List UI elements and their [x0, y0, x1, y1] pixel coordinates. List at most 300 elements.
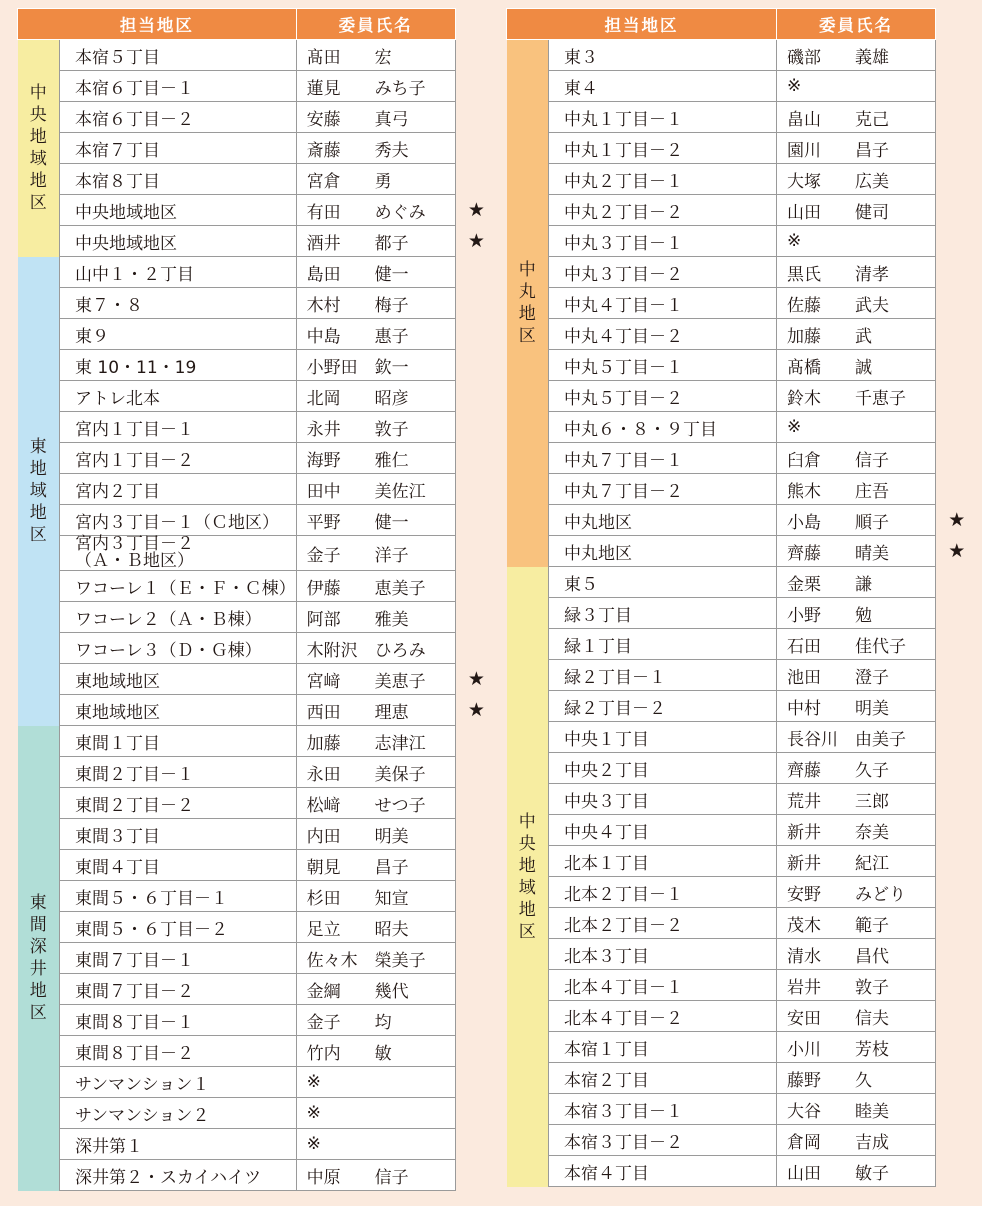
member-surname: 山田 — [787, 1163, 821, 1184]
member-surname: ※ — [787, 76, 802, 96]
table-row — [18, 1036, 498, 1067]
table-row — [507, 877, 978, 908]
member-name-cell — [296, 912, 455, 943]
area-name: 北本４丁目－１ — [564, 977, 683, 998]
member-name-cell — [296, 602, 455, 633]
area-name: 中丸２丁目－２ — [564, 202, 683, 223]
member-given-name: 惠子 — [374, 326, 409, 347]
district-group-label — [18, 40, 60, 257]
area-name: 緑３丁目 — [564, 605, 632, 626]
table-row — [507, 939, 978, 970]
leader-star-mark — [936, 412, 978, 443]
area-cell — [549, 319, 777, 350]
area-cell — [549, 1094, 777, 1125]
table-row — [18, 226, 498, 257]
table-row — [507, 1125, 978, 1156]
header-member: 委員氏名 — [777, 9, 936, 40]
member-surname: 倉岡 — [787, 1132, 821, 1153]
table-row — [507, 629, 978, 660]
table-row — [18, 350, 498, 381]
district-group-text: 東地域地区 — [29, 437, 47, 545]
member-given-name: 宏 — [374, 47, 392, 68]
area-cell — [60, 819, 297, 850]
area-cell — [549, 939, 777, 970]
table-row — [507, 784, 978, 815]
area-cell — [549, 877, 777, 908]
member-given-name: 昌代 — [855, 946, 889, 967]
leader-star-mark — [455, 133, 497, 164]
table-row — [507, 71, 978, 102]
table-row — [18, 943, 498, 974]
member-name-cell — [296, 695, 455, 726]
district-group-label — [18, 726, 60, 1191]
area-cell — [60, 71, 297, 102]
area-name: 東間２丁目－１ — [75, 764, 194, 785]
area-cell — [60, 505, 297, 536]
member-name-cell — [777, 226, 936, 257]
leader-star-mark — [936, 133, 978, 164]
table-row — [507, 1032, 978, 1063]
member-surname: 松﨑 — [306, 795, 341, 816]
area-cell — [60, 788, 297, 819]
area-name: 宮内３丁目－１（Ｃ地区） — [75, 512, 279, 533]
area-name: 中丸５丁目－２ — [564, 388, 683, 409]
member-given-name: 敦子 — [855, 977, 889, 998]
leader-star-mark — [455, 788, 497, 819]
area-cell — [549, 443, 777, 474]
area-name: 中央３丁目 — [564, 791, 649, 812]
table-row — [507, 412, 978, 443]
member-name-cell — [777, 908, 936, 939]
table-row — [507, 505, 978, 536]
member-surname: 海野 — [306, 450, 341, 471]
leader-star-mark — [455, 571, 497, 602]
table-row — [18, 602, 498, 633]
member-given-name: 志津江 — [374, 733, 426, 754]
member-surname: 杉田 — [306, 888, 341, 909]
member-surname: 酒井 — [306, 233, 341, 254]
member-surname: 宮倉 — [306, 171, 341, 192]
member-surname: 中島 — [306, 326, 341, 347]
area-cell — [549, 381, 777, 412]
member-surname: 金子 — [306, 1012, 341, 1033]
table-row — [18, 40, 498, 71]
area-name: 中丸３丁目－２ — [564, 264, 683, 285]
member-name-cell — [296, 726, 455, 757]
leader-star-mark: ★ — [948, 509, 966, 531]
member-name-cell — [296, 412, 455, 443]
area-cell — [549, 257, 777, 288]
leader-star-mark — [936, 1063, 978, 1094]
area-name: 東間５・６丁目－２ — [75, 919, 228, 940]
member-given-name: 清孝 — [855, 264, 889, 285]
leader-star-mark — [936, 1156, 978, 1187]
member-given-name: 克己 — [855, 109, 889, 130]
area-name: 中丸４丁目－２ — [564, 326, 683, 347]
area-name: 東間７丁目－１ — [75, 950, 194, 971]
table-row — [18, 71, 498, 102]
area-cell — [549, 71, 777, 102]
area-cell — [60, 164, 297, 195]
area-name: 東７・８ — [75, 295, 143, 316]
area-name: 本宿５丁目 — [75, 47, 160, 68]
member-surname: 新井 — [787, 853, 821, 874]
area-name: 本宿３丁目－２ — [564, 1132, 683, 1153]
table-header-row — [18, 9, 498, 40]
member-name-cell — [296, 350, 455, 381]
area-cell — [549, 350, 777, 381]
member-given-name: みどり — [855, 884, 906, 905]
leader-star-mark — [455, 1036, 497, 1067]
area-cell — [60, 757, 297, 788]
area-name: 中丸４丁目－１ — [564, 295, 683, 316]
member-name-cell — [296, 571, 455, 602]
member-name-cell — [296, 505, 455, 536]
area-name: 東間８丁目－２ — [75, 1043, 194, 1064]
area-cell — [549, 846, 777, 877]
leader-star-mark — [936, 846, 978, 877]
member-surname: 岩井 — [787, 977, 821, 998]
member-name-cell — [296, 974, 455, 1005]
member-name-cell — [296, 319, 455, 350]
leader-star-mark — [455, 505, 497, 536]
area-cell — [549, 629, 777, 660]
member-name-cell — [296, 633, 455, 664]
table-row — [507, 753, 978, 784]
leader-star-mark — [936, 629, 978, 660]
member-surname: 木附沢 — [306, 640, 358, 661]
member-surname: 小野 — [787, 605, 821, 626]
area-cell — [549, 195, 777, 226]
area-name: 本宿８丁目 — [75, 171, 160, 192]
table-row — [18, 1160, 498, 1191]
table-row — [18, 1098, 498, 1129]
member-surname: ※ — [306, 1072, 321, 1092]
member-given-name: 秀夫 — [374, 140, 409, 161]
area-cell — [60, 381, 297, 412]
table-row — [507, 102, 978, 133]
table-row — [507, 846, 978, 877]
area-cell — [60, 1129, 297, 1160]
member-given-name: 雅美 — [374, 609, 409, 630]
leader-star-mark — [936, 195, 978, 226]
member-name-cell — [777, 970, 936, 1001]
member-name-cell — [777, 505, 936, 536]
header-spacer — [936, 9, 978, 40]
area-cell — [549, 1125, 777, 1156]
leader-star-mark: ★ — [467, 230, 485, 252]
leader-star-mark — [936, 877, 978, 908]
leader-star-mark — [936, 102, 978, 133]
area-name: サンマンション１ — [75, 1074, 210, 1095]
area-name: 東間７丁目－２ — [75, 981, 194, 1002]
member-given-name: 広美 — [855, 171, 889, 192]
area-name: 中丸１丁目－２ — [564, 140, 683, 161]
area-name: 東間８丁目－１ — [75, 1012, 194, 1033]
member-given-name: 久子 — [855, 760, 889, 781]
member-given-name: 都子 — [374, 233, 409, 254]
leader-star-mark — [455, 350, 497, 381]
member-surname: ※ — [787, 417, 802, 437]
member-surname: 佐々木 — [306, 950, 358, 971]
member-given-name: 久 — [855, 1070, 872, 1091]
area-cell — [60, 133, 297, 164]
member-given-name: 洋子 — [374, 545, 409, 566]
table-row — [18, 319, 498, 350]
member-surname: 斎藤 — [306, 140, 341, 161]
area-name: 東３ — [564, 47, 598, 68]
leader-star-mark — [455, 943, 497, 974]
table-row — [18, 664, 498, 695]
member-surname: 永田 — [306, 764, 341, 785]
member-name-cell — [296, 819, 455, 850]
leader-star-mark — [455, 974, 497, 1005]
table-row — [507, 443, 978, 474]
leader-star-mark — [455, 381, 497, 412]
member-name-cell — [777, 1032, 936, 1063]
area-name: 東９ — [75, 326, 109, 347]
district-group-text: 東間深井地区 — [29, 893, 47, 1023]
table-row — [18, 133, 498, 164]
member-surname: 藤野 — [787, 1070, 821, 1091]
table-row — [18, 102, 498, 133]
member-name-cell — [777, 939, 936, 970]
leader-star-mark — [455, 443, 497, 474]
right-committee-table — [506, 8, 978, 1187]
leader-star-mark — [455, 71, 497, 102]
table-row — [18, 912, 498, 943]
leader-star-mark — [455, 40, 497, 71]
area-name: 北本２丁目－１ — [564, 884, 683, 905]
member-name-cell — [296, 381, 455, 412]
member-given-name: 美恵子 — [374, 671, 426, 692]
member-name-cell — [296, 788, 455, 819]
area-name: ワコーレ２（Ａ・Ｂ棟） — [75, 609, 262, 630]
leader-star-mark — [936, 319, 978, 350]
member-given-name: 榮美子 — [374, 950, 426, 971]
member-given-name: 信夫 — [855, 1008, 889, 1029]
leader-star-mark — [455, 102, 497, 133]
leader-star-mark — [936, 350, 978, 381]
leader-star-mark — [936, 1032, 978, 1063]
area-name: 本宿６丁目－１ — [75, 78, 194, 99]
area-name: 中央地域地区 — [75, 202, 177, 223]
table-row — [18, 164, 498, 195]
table-row — [507, 164, 978, 195]
member-name-cell — [296, 881, 455, 912]
member-given-name: 勇 — [374, 171, 392, 192]
area-name: サンマンション２ — [75, 1105, 210, 1126]
leader-star-mark — [455, 757, 497, 788]
member-surname: 木村 — [306, 295, 341, 316]
member-surname: 平野 — [306, 512, 341, 533]
leader-star-mark — [936, 691, 978, 722]
leader-star-mark — [936, 71, 978, 102]
area-name: 中丸地区 — [564, 512, 632, 533]
member-name-cell — [777, 443, 936, 474]
table-row — [507, 350, 978, 381]
member-surname: 小島 — [787, 512, 821, 533]
area-cell — [60, 633, 297, 664]
member-surname: ※ — [787, 231, 802, 251]
area-cell — [60, 602, 297, 633]
table-row — [507, 40, 978, 71]
leader-star-mark — [455, 1005, 497, 1036]
area-name: 中丸１丁目－１ — [564, 109, 683, 130]
member-name-cell — [777, 722, 936, 753]
member-name-cell — [777, 381, 936, 412]
leader-star-mark — [936, 443, 978, 474]
area-name: 本宿１丁目 — [564, 1039, 649, 1060]
table-row — [18, 633, 498, 664]
leader-star-mark: ★ — [948, 540, 966, 562]
area-cell — [60, 226, 297, 257]
member-name-cell — [777, 1156, 936, 1187]
area-cell — [60, 943, 297, 974]
member-given-name: 信子 — [855, 450, 889, 471]
member-name-cell — [296, 757, 455, 788]
member-name-cell — [777, 846, 936, 877]
leader-star-mark — [455, 1098, 497, 1129]
member-name-cell — [296, 133, 455, 164]
area-cell — [60, 536, 297, 571]
member-surname: 茂木 — [787, 915, 821, 936]
leader-star-mark — [936, 40, 978, 71]
area-cell — [549, 970, 777, 1001]
member-surname: 齊藤 — [787, 760, 821, 781]
area-name: 宮内１丁目－１ — [75, 419, 194, 440]
table-row — [507, 257, 978, 288]
member-name-cell — [296, 71, 455, 102]
table-row — [507, 319, 978, 350]
member-surname: 田中 — [306, 481, 341, 502]
area-name: 東間２丁目－２ — [75, 795, 194, 816]
member-given-name: めぐみ — [374, 202, 426, 223]
leader-star-mark — [455, 602, 497, 633]
member-name-cell — [296, 443, 455, 474]
member-surname: 北岡 — [306, 388, 341, 409]
member-given-name: 澄子 — [855, 667, 889, 688]
table-row — [18, 850, 498, 881]
area-cell — [549, 815, 777, 846]
header-area: 担当地区 — [507, 9, 777, 40]
member-name-cell — [296, 195, 455, 226]
area-cell — [60, 881, 297, 912]
area-name: 東間３丁目 — [75, 826, 160, 847]
member-given-name: ひろみ — [374, 640, 426, 661]
member-surname: 園川 — [787, 140, 821, 161]
member-given-name: 誠 — [855, 357, 872, 378]
area-name: 中丸地区 — [564, 543, 632, 564]
table-row — [18, 571, 498, 602]
area-name: 緑２丁目－１ — [564, 667, 666, 688]
member-name-cell — [777, 40, 936, 71]
area-name: 東５ — [564, 574, 598, 595]
member-surname: 安野 — [787, 884, 821, 905]
area-cell — [549, 660, 777, 691]
leader-star-mark — [936, 567, 978, 598]
area-cell — [60, 474, 297, 505]
header-area: 担当地区 — [18, 9, 297, 40]
leader-star-mark — [455, 881, 497, 912]
leader-star-mark — [455, 1067, 497, 1098]
area-cell — [549, 753, 777, 784]
member-name-cell — [777, 815, 936, 846]
member-name-cell — [777, 412, 936, 443]
member-given-name: 佳代子 — [855, 636, 906, 657]
table-row — [507, 970, 978, 1001]
member-name-cell — [296, 664, 455, 695]
area-name: 中丸３丁目－１ — [564, 233, 683, 254]
member-name-cell — [296, 1160, 455, 1191]
leader-star-mark — [936, 381, 978, 412]
member-given-name: 信子 — [374, 1167, 409, 1188]
member-surname: 加藤 — [306, 733, 341, 754]
area-name: 東 10・11・19 — [75, 357, 197, 378]
table-row — [507, 660, 978, 691]
member-surname: 金子 — [306, 545, 341, 566]
member-surname: 中村 — [787, 698, 821, 719]
member-name-cell — [296, 474, 455, 505]
district-group-text: 中央地域地区 — [518, 811, 536, 942]
area-cell — [60, 412, 297, 443]
table-row — [507, 1094, 978, 1125]
area-cell — [60, 1005, 297, 1036]
table-row — [507, 1063, 978, 1094]
area-cell — [60, 726, 297, 757]
member-surname: 髙橋 — [787, 357, 821, 378]
member-name-cell — [777, 319, 936, 350]
area-name: 中央２丁目 — [564, 760, 649, 781]
area-name: 深井第１ — [75, 1136, 143, 1157]
member-given-name: 敦子 — [374, 419, 409, 440]
member-surname: 石田 — [787, 636, 821, 657]
leader-star-mark — [936, 815, 978, 846]
member-given-name: 昌子 — [374, 857, 409, 878]
area-cell — [60, 319, 297, 350]
leader-star-mark: ★ — [467, 699, 485, 721]
area-cell — [549, 1156, 777, 1187]
member-given-name: 由美子 — [855, 729, 906, 750]
member-given-name: 紀江 — [855, 853, 889, 874]
table-row — [18, 1067, 498, 1098]
area-name: 北本４丁目－２ — [564, 1008, 683, 1029]
table-row — [507, 722, 978, 753]
leader-star-mark — [936, 226, 978, 257]
member-given-name: 昌子 — [855, 140, 889, 161]
member-given-name: 晴美 — [855, 543, 889, 564]
member-name-cell — [777, 71, 936, 102]
member-surname: 内田 — [306, 826, 341, 847]
member-given-name: 梅子 — [374, 295, 409, 316]
table-row — [507, 691, 978, 722]
area-cell — [60, 571, 297, 602]
district-group-text: 中丸地区 — [518, 260, 536, 347]
member-given-name: 均 — [374, 1012, 392, 1033]
member-name-cell — [777, 629, 936, 660]
table-row — [507, 1001, 978, 1032]
area-cell — [60, 288, 297, 319]
member-surname: 金綱 — [306, 981, 341, 1002]
table-row — [18, 195, 498, 226]
member-given-name: 知宣 — [374, 888, 409, 909]
member-surname: 髙田 — [306, 47, 341, 68]
member-surname: 池田 — [787, 667, 821, 688]
member-given-name: 恵美子 — [374, 578, 426, 599]
member-surname: 阿部 — [306, 609, 341, 630]
area-cell — [60, 850, 297, 881]
area-cell — [549, 474, 777, 505]
